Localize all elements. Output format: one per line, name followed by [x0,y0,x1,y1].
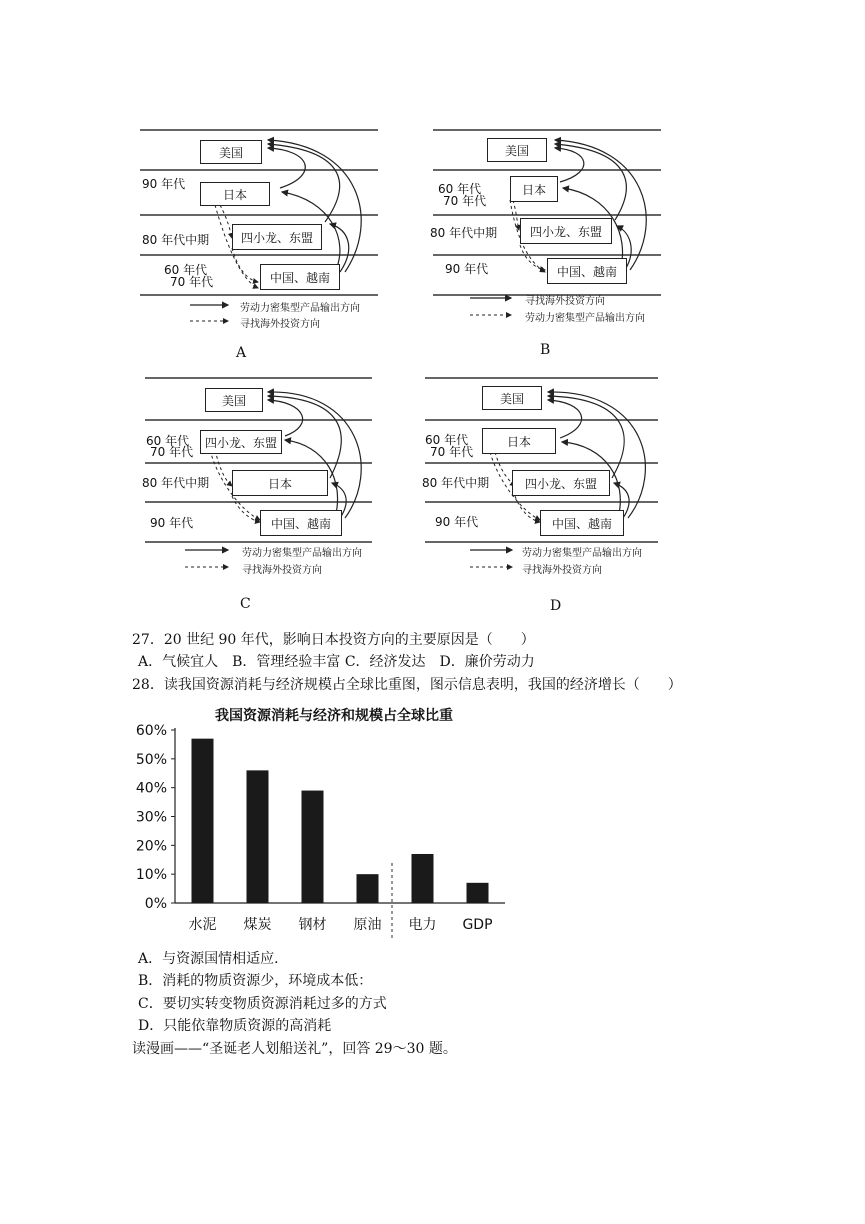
era-label: 70 年代 [150,445,194,459]
box-china-vietnam: 中国、越南 [260,264,340,290]
bar [247,770,269,903]
legend-solid: 寻找海外投资方向 [525,296,605,307]
diagram-a [140,120,390,365]
legend-solid: 劳动力密集型产品输出方向 [240,303,360,314]
option-letter: C [240,596,251,612]
box-usa: 美国 [482,386,542,410]
era-label: 70 年代 [430,445,474,459]
diagram-d [420,370,670,618]
bar [412,854,434,903]
diagram-b [425,120,675,365]
chart-title: 我国资源消耗与经济和规模占全球比重 [215,708,453,724]
option-letter: B [540,342,551,358]
legend-dashed: 寻找海外投资方向 [242,565,322,576]
era-label: 60 年代 [146,434,190,448]
x-tick-label: 原油 [353,917,382,933]
era-label: 60 年代 [425,433,469,447]
y-tick-label: 40% [135,780,167,797]
legend-solid: 劳动力密集型产品输出方向 [242,548,362,559]
bar [467,883,489,903]
era-label: 80 年代中期 [142,233,210,247]
box-tigers-asean: 四小龙、东盟 [520,218,612,244]
question-28-option-b: B．消耗的物质资源少，环境成本低： [138,973,373,989]
question-28-stem: 28．读我国资源消耗与经济规模占全球比重图，图示信息表明，我国的经济增长（ ） [132,677,682,693]
era-label: 80 年代中期 [142,476,210,490]
box-usa: 美国 [487,138,547,162]
era-label: 70 年代 [443,194,487,208]
question-28-option-c: C．要切实转变物质资源消耗过多的方式 [138,996,387,1012]
legend-solid: 劳动力密集型产品输出方向 [522,548,642,559]
box-tigers-asean: 四小龙、东盟 [232,224,322,250]
era-label: 70 年代 [170,275,214,289]
y-tick-label: 60% [135,723,167,739]
x-tick-label: 煤炭 [243,917,272,933]
box-japan: 日本 [200,182,270,206]
x-tick-label: 钢材 [298,917,327,933]
era-label: 90 年代 [150,516,194,530]
box-japan: 日本 [510,176,558,202]
question-27-options: A．气候宜人 B．管理经验丰富 C．经济发达 D．廉价劳动力 [138,654,535,670]
question-27-stem: 27．20 世纪 90 年代，影响日本投资方向的主要原因是（ ） [132,632,535,648]
y-tick-label: 0% [144,896,167,912]
box-usa: 美国 [205,388,263,412]
box-china-vietnam: 中国、越南 [260,510,342,536]
y-tick-label: 20% [135,838,167,855]
era-label: 60 年代 [438,182,482,196]
question-28-option-d: D．只能依靠物质资源的高消耗 [138,1018,332,1034]
y-tick-label: 30% [135,809,167,826]
box-japan: 日本 [482,428,556,454]
x-tick-label: GDP [462,917,493,933]
era-label: 90 年代 [445,262,489,276]
era-label: 80 年代中期 [430,226,498,240]
question-28-option-a: A．与资源国情相适应． [138,951,289,967]
bar [357,874,379,903]
legend-dashed: 寻找海外投资方向 [240,319,320,330]
option-letter: A [236,345,247,361]
x-tick-label: 水泥 [188,917,217,933]
era-label: 60 年代 [164,263,208,277]
y-tick-label: 50% [135,751,167,768]
box-tigers-asean: 四小龙、东盟 [512,470,610,496]
era-label: 80 年代中期 [422,476,490,490]
box-china-vietnam: 中国、越南 [547,258,627,284]
era-label: 90 年代 [435,515,479,529]
bar [302,791,324,903]
option-letter: D [550,598,562,614]
box-japan: 日本 [232,470,328,496]
box-china-vietnam: 中国、越南 [540,510,624,536]
box-tigers-asean: 四小龙、东盟 [200,430,282,454]
comic-instruction: 读漫画——“圣诞老人划船送礼”，回答 29～30 题。 [132,1041,457,1057]
era-label: 90 年代 [142,177,186,191]
legend-dashed: 寻找海外投资方向 [522,565,602,576]
x-tick-label: 电力 [408,917,437,933]
box-usa: 美国 [200,140,262,164]
resource-share-chart [130,700,520,945]
diagram-c [140,370,390,618]
bar [192,739,214,903]
y-tick-label: 10% [135,867,167,884]
legend-dashed: 劳动力密集型产品输出方向 [525,313,645,324]
